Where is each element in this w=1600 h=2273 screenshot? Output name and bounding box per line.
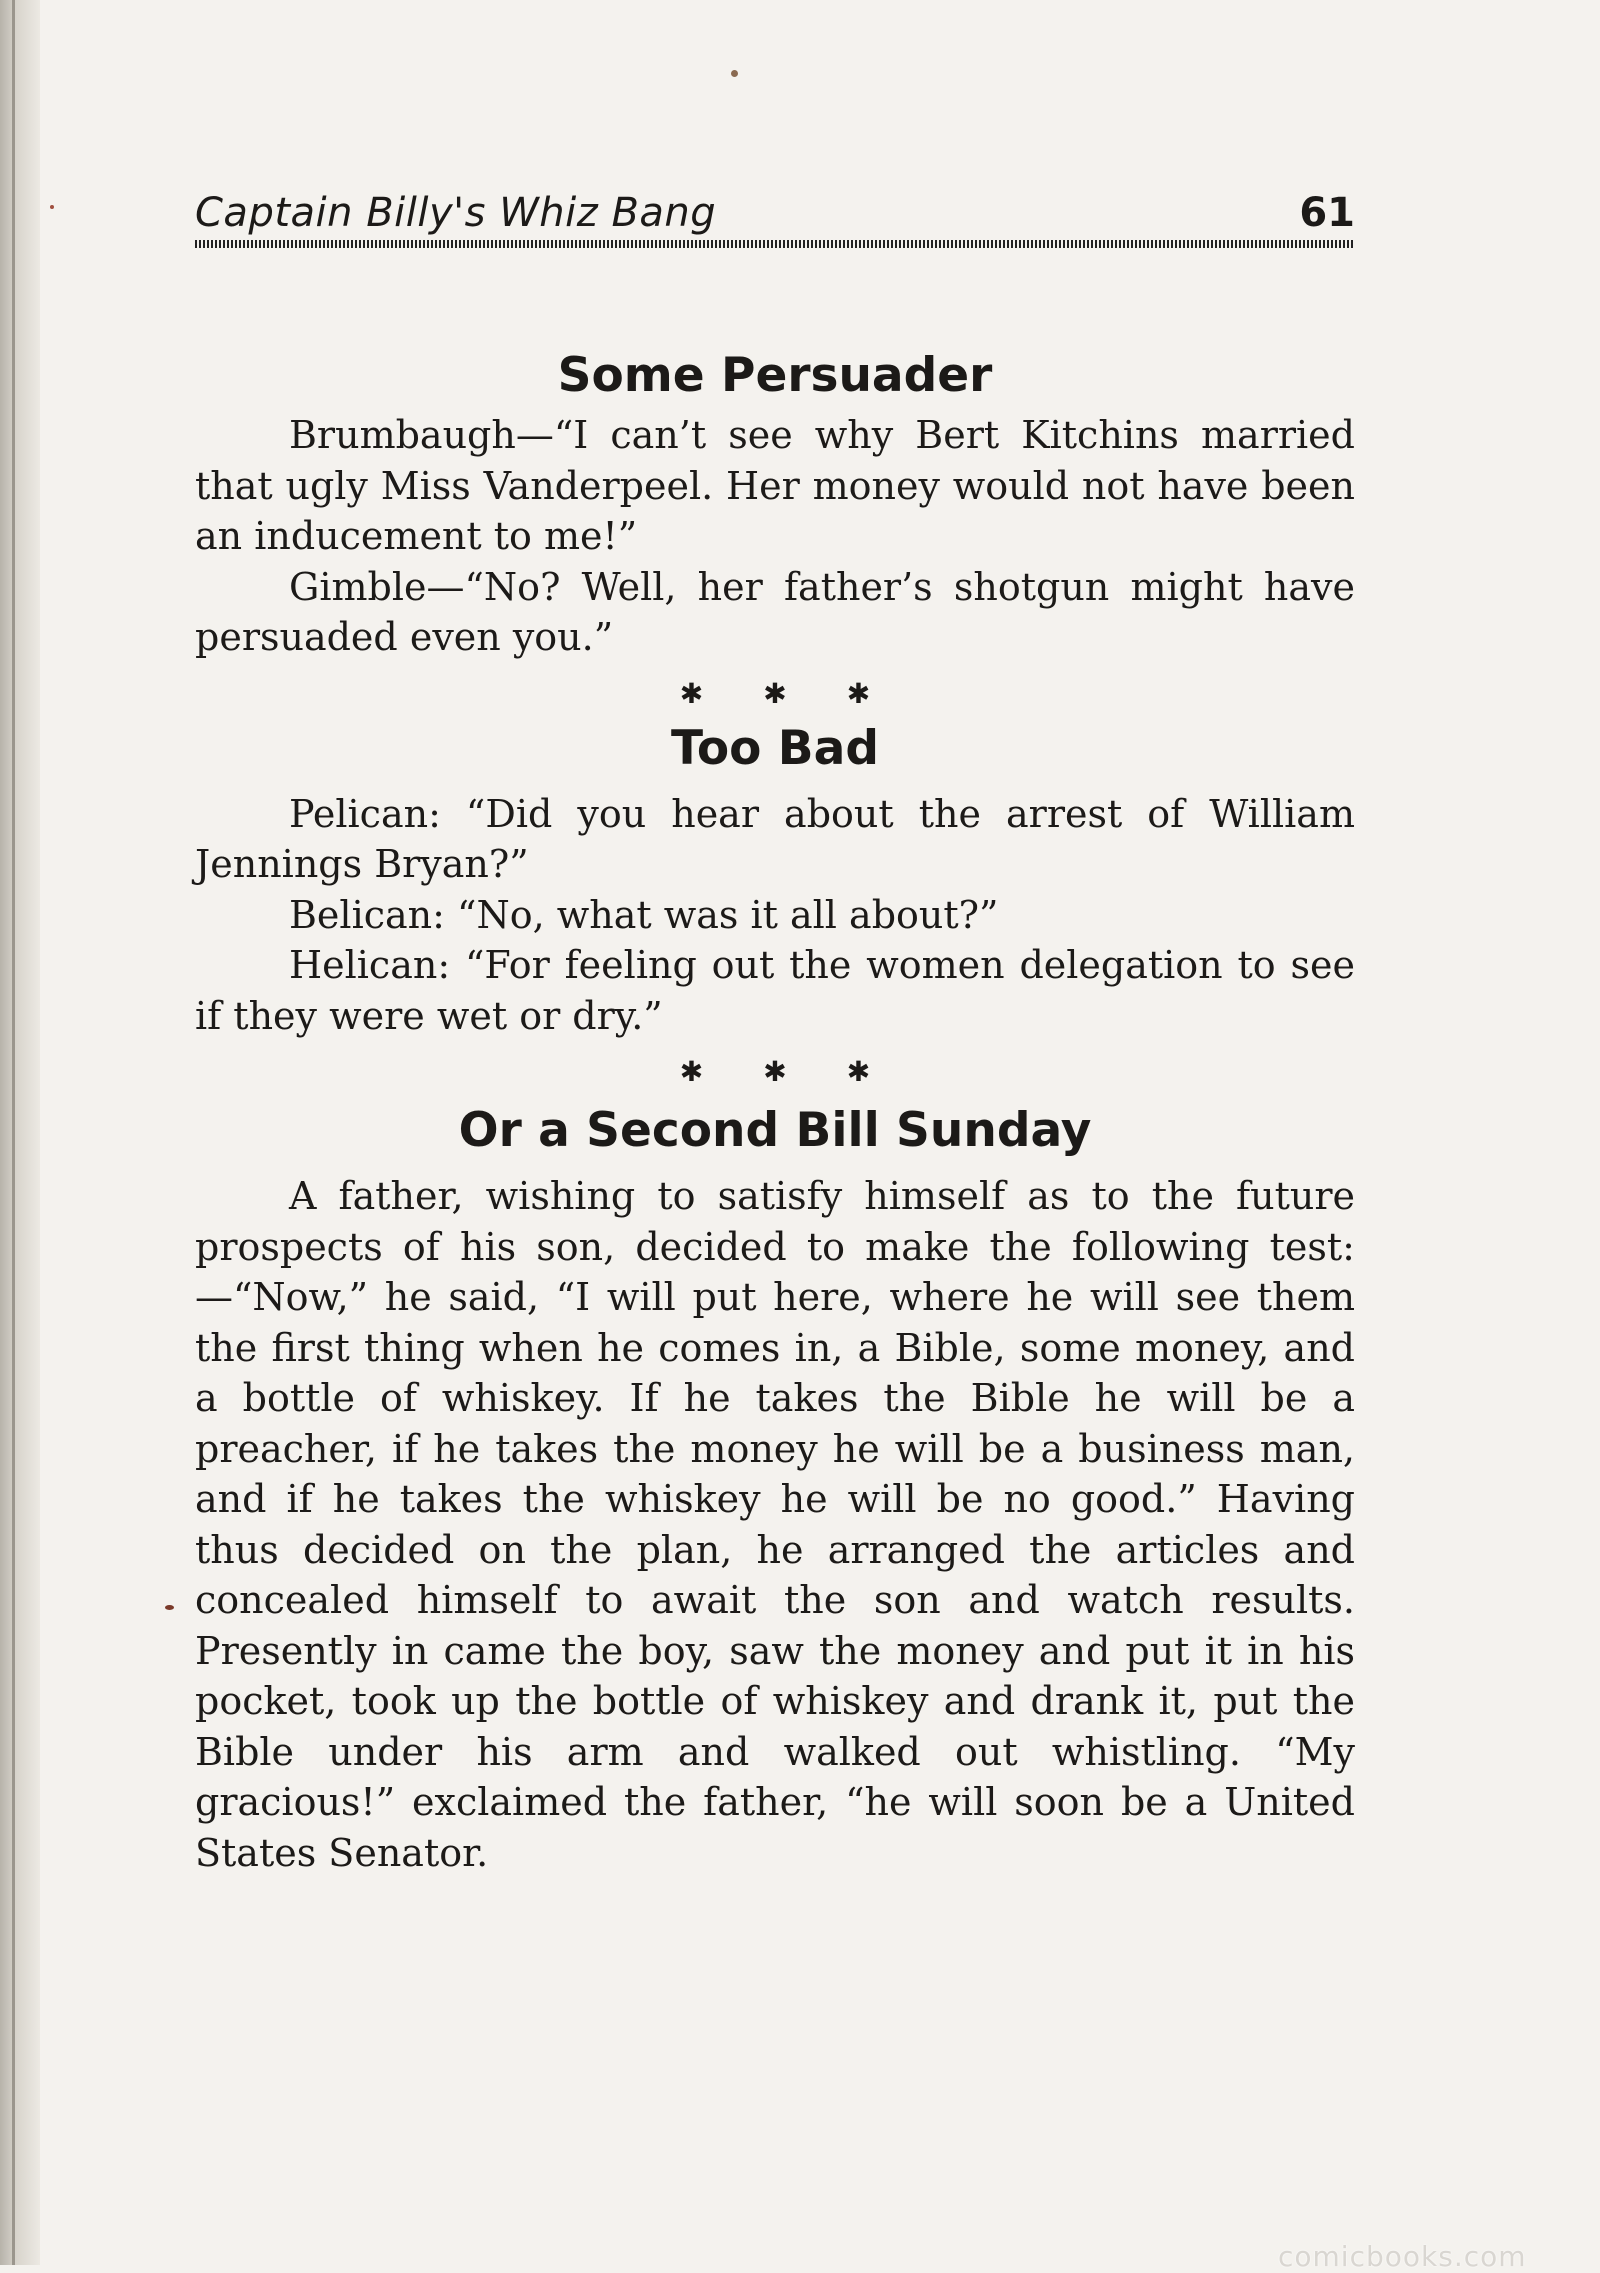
- publication-title: Captain Billy's Whiz Bang: [195, 190, 717, 236]
- article-heading: Some Persuader: [557, 348, 993, 403]
- separator-star: ✱: [846, 1055, 871, 1088]
- page-spine-shadow: [0, 0, 40, 2265]
- site-watermark: comicbooks.com: [1278, 2240, 1527, 2273]
- article-paragraph: Helican: “For feeling out the women delegation to see if they were wet or dry.”: [195, 943, 1355, 1038]
- separator-star: ✱: [763, 676, 787, 710]
- page-number: 61: [1299, 190, 1355, 236]
- article-second-bill-sunday: [195, 1101, 1355, 1878]
- paper-speck: [731, 70, 738, 77]
- separator-star: ✱: [679, 676, 704, 710]
- article-paragraph: Brumbaugh—“I can’t see why Bert Kitchins married that ugly Miss Vanderpeel. Her money would not have been an inducement to me!”: [195, 413, 1355, 558]
- article-paragraph: Belican: “No, what was it all about?”: [289, 892, 999, 937]
- binding-edge: [12, 0, 15, 2265]
- article-paragraph: A father, wishing to satisfy himself as to the future prospects of his son, decided to make the following test:—“Now,” he said, “I will put here, where he will see them the first thing when he comes in, a Bible, some money, and a bottle of whiskey. If he takes the Bible he will be a preacher, if he takes the money he will be a business man, and if he takes the whiskey he will be no good.” Having thus decided on the plan, he arranged the articles and concealed himself to await the son and watch results. Presently in came the boy, saw the money and put it in his pocket, took up the bottle of whiskey and drank it, put the Bible under his arm and walked out whistling. “My gracious!” exclaimed the father, “he will soon be a United States Senator.: [195, 1174, 1355, 1875]
- article-paragraph: Gimble—“No? Well, her father’s shotgun might have persuaded even you.”: [195, 564, 1355, 659]
- separator-star: ✱: [763, 1055, 787, 1088]
- magazine-page: [195, 180, 1355, 1878]
- running-header: [195, 180, 1355, 236]
- section-separator: [195, 669, 1355, 719]
- section-separator: [195, 1047, 1355, 1097]
- paper-speck: [50, 205, 54, 209]
- paper-speck: [165, 1605, 174, 1610]
- article-paragraph: Pelican: “Did you hear about the arrest of William Jennings Bryan?”: [195, 791, 1355, 886]
- separator-star: ✱: [846, 676, 871, 710]
- article-heading: Too Bad: [671, 720, 879, 776]
- separator-star: ✱: [679, 1055, 704, 1088]
- article-heading: Or a Second Bill Sunday: [458, 1103, 1092, 1158]
- header-rule: [195, 240, 1355, 248]
- article-too-bad: [195, 719, 1355, 1042]
- article-some-persuader: [195, 346, 1355, 663]
